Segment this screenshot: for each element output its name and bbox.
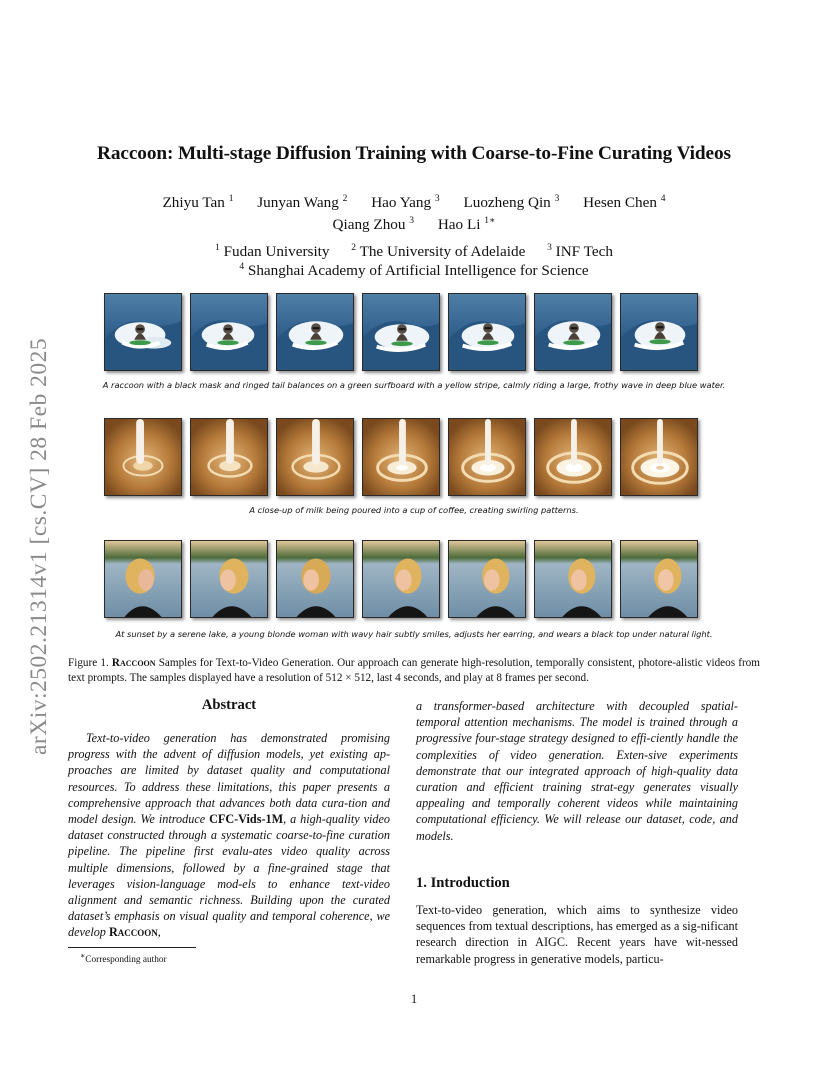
model-name: Raccoon — [111, 657, 156, 669]
raccoon-surf-image — [277, 294, 353, 370]
video-frame — [534, 540, 612, 618]
coffee-pour-image — [449, 419, 525, 495]
woman-lake-image — [449, 541, 525, 617]
affiliation: $^3$ INF Tech — [547, 243, 613, 260]
video-frame — [534, 418, 612, 496]
coffee-pour-image — [105, 419, 181, 495]
author: Hao Li $^{1∗}$ — [437, 216, 496, 233]
coffee-pour-image — [191, 419, 267, 495]
video-frame — [104, 540, 182, 618]
woman-lake-image — [621, 541, 697, 617]
coffee-pour-image — [621, 419, 697, 495]
video-frame — [448, 293, 526, 371]
affiliation: $^2$ The University of Adelaide — [351, 243, 526, 260]
video-frame — [190, 418, 268, 496]
coffee-pour-image — [535, 419, 611, 495]
model-name: Raccoon — [108, 925, 158, 940]
affiliation: $^4$ Shanghai Academy of Artificial Intelligence for Science — [239, 262, 589, 279]
author: Qiang Zhou $^3$ — [332, 216, 415, 233]
coffee-pour-image — [363, 419, 439, 495]
affiliation: $^1$ Fudan University — [215, 243, 330, 260]
woman-lake-image — [363, 541, 439, 617]
video-frame — [190, 540, 268, 618]
video-frame — [276, 540, 354, 618]
figure-caption: Figure 1. Raccoon Samples for Text-to-Video Generation. Our approach can generate high-resolution, temporally consistent, photore-alistic videos from text prompts. The samples displayed have a resolution of 512 × 512, last 4 seconds, and play at 8 frames per second. — [68, 657, 760, 684]
raccoon-surf-image — [363, 294, 439, 370]
video-frame — [620, 540, 698, 618]
introduction-heading: 1. Introduction — [416, 875, 510, 891]
raccoon-surf-image — [621, 294, 697, 370]
author: Zhiyu Tan $^1$ — [162, 194, 234, 211]
figure-row-caption: A close-up of milk being poured into a cup of coffee, creating swirling patterns. — [249, 505, 579, 515]
video-frame — [448, 540, 526, 618]
abstract-heading: Abstract — [201, 697, 257, 713]
raccoon-surf-image — [191, 294, 267, 370]
figure-row-woman — [104, 540, 700, 618]
video-frame — [276, 418, 354, 496]
footnote-rule — [68, 947, 196, 948]
abstract-left-column: Text-to-video generation has demonstrated promising progress with the advent of diffusion models, yet existing ap-proaches are limited by dataset quality and computational resources. To address these limitations, this paper presents a comprehensive approach that advances both data cura-tion and model design. We introduce CFC-Vids-1M, a high-quality video dataset constructed through a systematic coarse-to-fine curation pipeline. The pipeline first evalu-ates video quality across multiple dimensions, followed by a fine-grained stage that leverages vision-language mod-els to enhance text-video alignment and semantic richness. Building upon the curated dataset’s emphasis on visual quality and temporal coherence, we develop Raccoon, — [68, 731, 391, 940]
coffee-pour-image — [277, 419, 353, 495]
abstract-right-column: a transformer-based architecture with decoupled spatial-temporal attention mechanisms. The model is trained through a progressive four-stage strategy designed to effi-ciently handle the complexities of video generation. Exten-sive experiments demonstrate that our integrated approach of high-quality data curation and efficient training strat-egy generates visually appealing and temporally coherent videos while maintaining computational efficiency. We will release our dataset, code, and models. — [416, 699, 738, 843]
video-frame — [362, 418, 440, 496]
arxiv-stamp: arXiv:2502.21314v1 [cs.CV] 28 Feb 2025 — [26, 337, 52, 755]
video-frame — [190, 293, 268, 371]
figure-row-coffee — [104, 418, 700, 496]
woman-lake-image — [191, 541, 267, 617]
dataset-name: CFC-Vids-1M — [209, 812, 284, 827]
raccoon-surf-image — [449, 294, 525, 370]
video-frame — [276, 293, 354, 371]
video-frame — [448, 418, 526, 496]
author-line-1 — [0, 194, 828, 212]
author-line-2 — [0, 215, 828, 234]
video-frame — [620, 418, 698, 496]
affiliation-line-2 — [0, 262, 828, 280]
figure-row-caption: A raccoon with a black mask and ringed tail balances on a green surfboard with a yellow stripe, calmly riding a large, frothy wave in deep blue water. — [102, 380, 726, 390]
video-frame — [362, 293, 440, 371]
video-frame — [104, 418, 182, 496]
raccoon-surf-image — [105, 294, 181, 370]
author: Hao Yang $^3$ — [371, 194, 440, 211]
woman-lake-image — [535, 541, 611, 617]
author: Luozheng Qin $^3$ — [463, 194, 560, 211]
author: Hesen Chen $^4$ — [583, 194, 666, 211]
raccoon-surf-image — [535, 294, 611, 370]
video-frame — [534, 293, 612, 371]
figure-row-caption: At sunset by a serene lake, a young blonde woman with wavy hair subtly smiles, adjusts her earring, and wears a black top under natural light. — [115, 629, 713, 639]
video-frame — [362, 540, 440, 618]
woman-lake-image — [277, 541, 353, 617]
woman-lake-image — [105, 541, 181, 617]
video-frame — [104, 293, 182, 371]
figure-row-raccoon — [104, 293, 700, 371]
paper-title: Raccoon: Multi-stage Diffusion Training with Coarse-to-Fine Curating Videos — [97, 143, 731, 164]
video-frame — [620, 293, 698, 371]
affiliation-line-1 — [0, 243, 828, 261]
footnote: ∗Corresponding author — [80, 951, 167, 966]
introduction-text: Text-to-video generation, which aims to synthesize video sequences from textual descriptions, has emerged as a sig-nificant research direction in AIGC. Recent years have wit-nessed remarkable progress in generative models, particu- — [416, 903, 738, 966]
author: Junyan Wang $^2$ — [257, 194, 348, 211]
page-number: 1 — [410, 992, 418, 1006]
